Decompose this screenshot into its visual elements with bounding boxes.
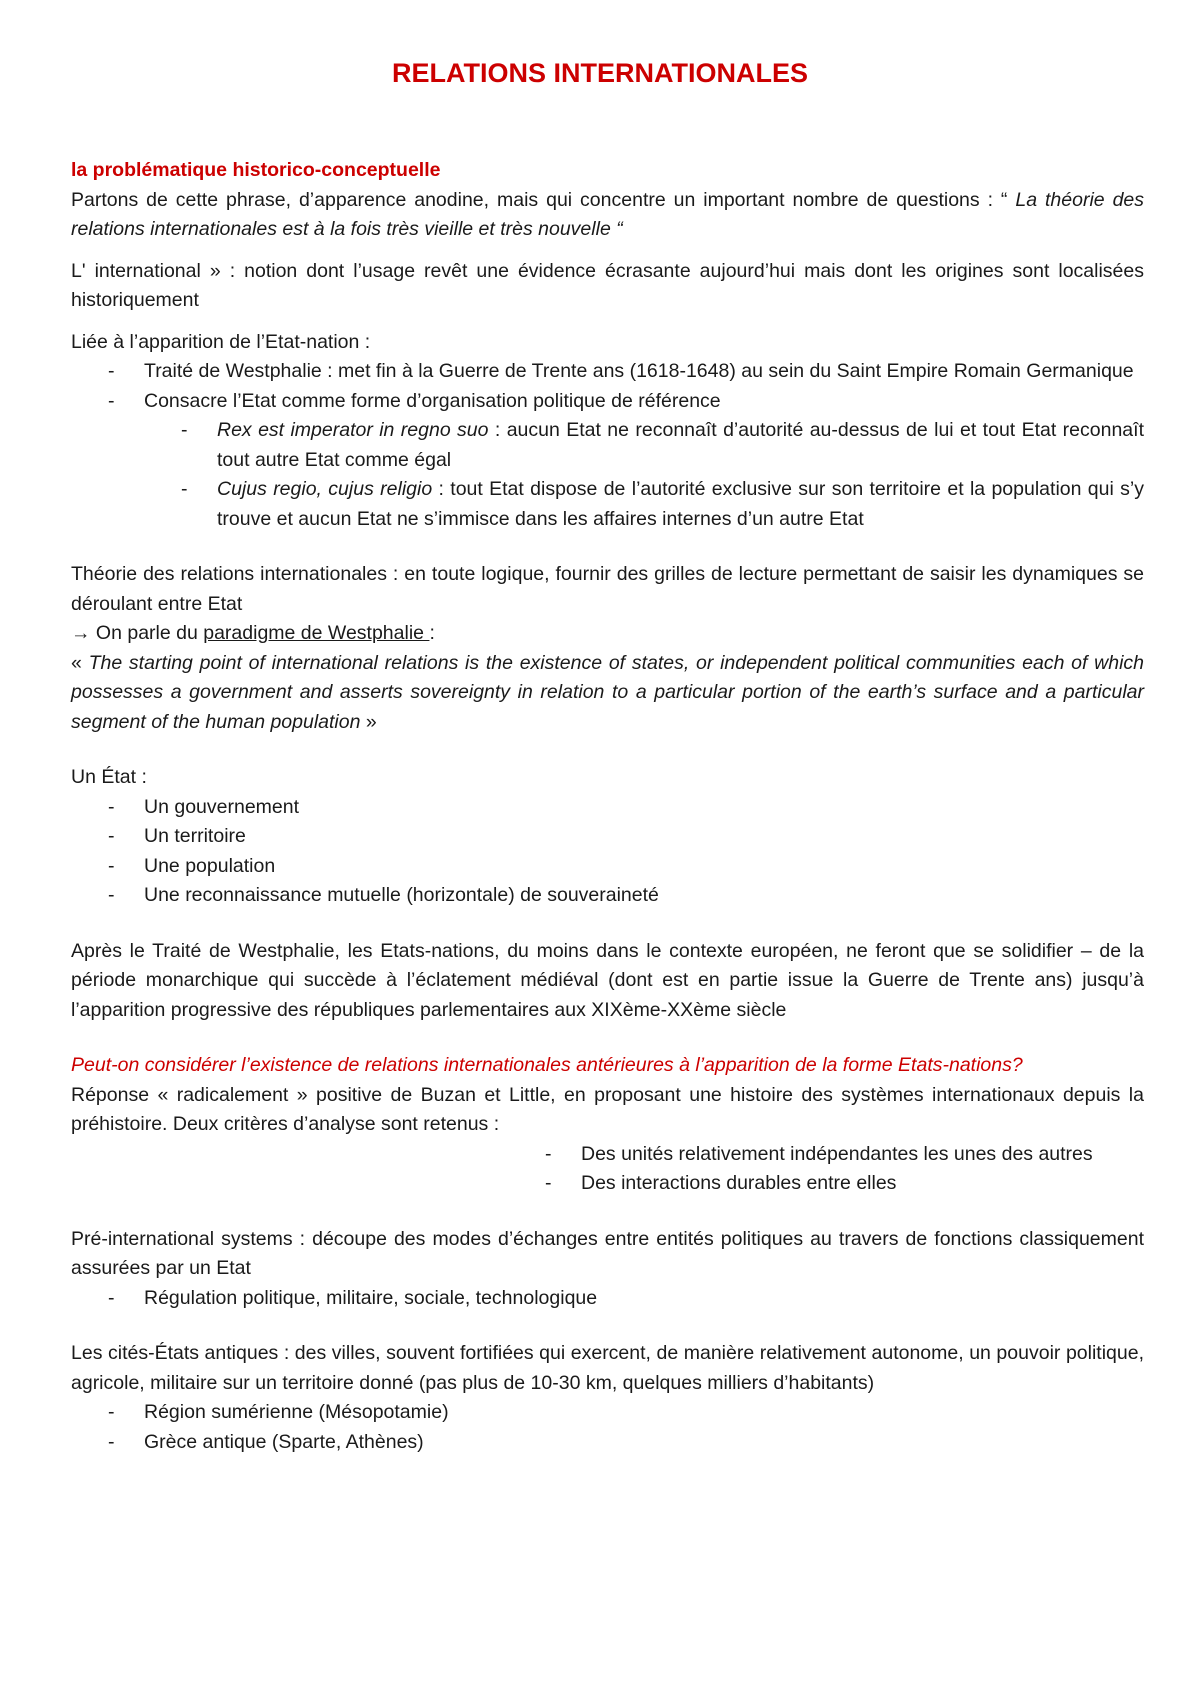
theorie-paragraph: Théorie des relations internationales : en toute logique, fournir des grilles de lecture permettant de saisir les dynamiques se déroulant entre Etat <box>71 563 1144 615</box>
research-question: Peut-on considérer l’existence de relations internationales antérieures à l’apparition de la forme Etats-nations? <box>71 1054 1023 1076</box>
list-item: - Un territoire <box>71 822 1144 852</box>
list-item: - Des unités relativement indépendantes les unes des autres <box>71 1140 1144 1170</box>
list-item: - Consacre l’Etat comme forme d’organisation politique de référence <box>71 387 1144 417</box>
list-item: - Une reconnaissance mutuelle (horizontale) de souveraineté <box>71 881 1144 911</box>
apres-paragraph: Après le Traité de Westphalie, les Etats-nations, du moins dans le contexte européen, ne feront que se solidifier – de la période monarchique qui succède à l’éclatement médiéval (dont est en partie issue la Guerre de Trente ans) jusqu’à l’apparition progressive des républiques parlementaires aux XIXème-XXème siècle <box>71 939 1144 1021</box>
etat-nation-sublist <box>71 416 1144 534</box>
pre-international-list <box>71 1284 1144 1314</box>
english-quote <box>71 649 1144 738</box>
paradigm-term: paradigme de Westphalie <box>203 622 430 644</box>
intro-paragraph <box>71 186 1144 245</box>
document-title: RELATIONS INTERNATIONALES <box>392 58 808 88</box>
quote-text: The starting point of international relations is the existence of states, or independent political communities each of which possesses a government and asserts sovereignty in relation to a particular portion of the earth’s surface and a particular segment of the human population <box>71 651 1145 733</box>
pre-international-paragraph: Pré-international systems : découpe des modes d’échanges entre entités politiques au travers de fonctions classiquement assurées par un Etat <box>71 1227 1144 1279</box>
etat-nation-list <box>71 357 1144 416</box>
quote-open: « <box>71 651 89 674</box>
list-item <box>71 475 1144 534</box>
quote-close: » <box>360 710 377 733</box>
paradigm-suffix: : <box>429 622 435 644</box>
maxim-text: : tout Etat dispose de l’autorité exclusive sur son territoire et la population qui s’y trouve et aucun Etat ne s’immisce dans les affaires internes d’un autre Etat <box>217 478 1144 530</box>
paradigm-line <box>71 619 1144 649</box>
list-item: - Un gouvernement <box>71 793 1144 823</box>
reponse-paragraph: Réponse « radicalement » positive de Buzan et Little, en proposant une histoire des systèmes internationaux depuis la préhistoire. Deux critères d’analyse sont retenus : <box>71 1083 1144 1135</box>
list-item: - Région sumérienne (Mésopotamie) <box>71 1398 1144 1428</box>
paradigm-prefix: → On parle du <box>71 622 204 644</box>
cites-list <box>71 1398 1144 1457</box>
international-paragraph: L' international » : notion dont l’usage revêt une évidence écrasante aujourd’hui mais dont les origines sont localisées historiquement <box>71 259 1144 311</box>
etat-nation-lead: Liée à l’apparition de l’Etat-nation : <box>71 330 371 353</box>
document-body <box>71 156 1144 1457</box>
cites-paragraph: Les cités-États antiques : des villes, souvent fortifiées qui exercent, de manière relativement autonome, un pouvoir politique, agricole, militaire sur un territoire donné (pas plus de 10-30 km, quelques milliers d’habitants) <box>71 1342 1144 1394</box>
list-item: - Régulation politique, militaire, sociale, technologique <box>71 1284 1144 1314</box>
criteria-list <box>71 1140 1144 1199</box>
latin-maxim: Cujus regio, cujus religio <box>217 478 433 500</box>
list-item <box>71 416 1144 475</box>
maxim-text: : aucun Etat ne reconnaît d’autorité au-dessus de lui et tout Etat reconnaît tout autre Etat comme égal <box>217 419 1144 471</box>
list-item: - Traité de Westphalie : met fin à la Guerre de Trente ans (1618-1648) au sein du Saint Empire Romain Germanique <box>71 357 1144 387</box>
etat-list <box>71 793 1144 911</box>
section-heading: la problématique historico-conceptuelle <box>71 159 441 181</box>
intro-quote: La théorie des relations internationales est à la fois très vieille et très nouvelle “ <box>71 188 1145 240</box>
intro-text: Partons de cette phrase, d’apparence anodine, mais qui concentre un important nombre de questions : “ <box>71 188 1016 211</box>
latin-maxim: Rex est imperator in regno suo <box>217 419 489 441</box>
list-item: - Une population <box>71 852 1144 882</box>
etat-lead: Un État : <box>71 766 147 788</box>
list-item: - Des interactions durables entre elles <box>71 1169 1144 1199</box>
list-item: - Grèce antique (Sparte, Athènes) <box>71 1428 1144 1458</box>
